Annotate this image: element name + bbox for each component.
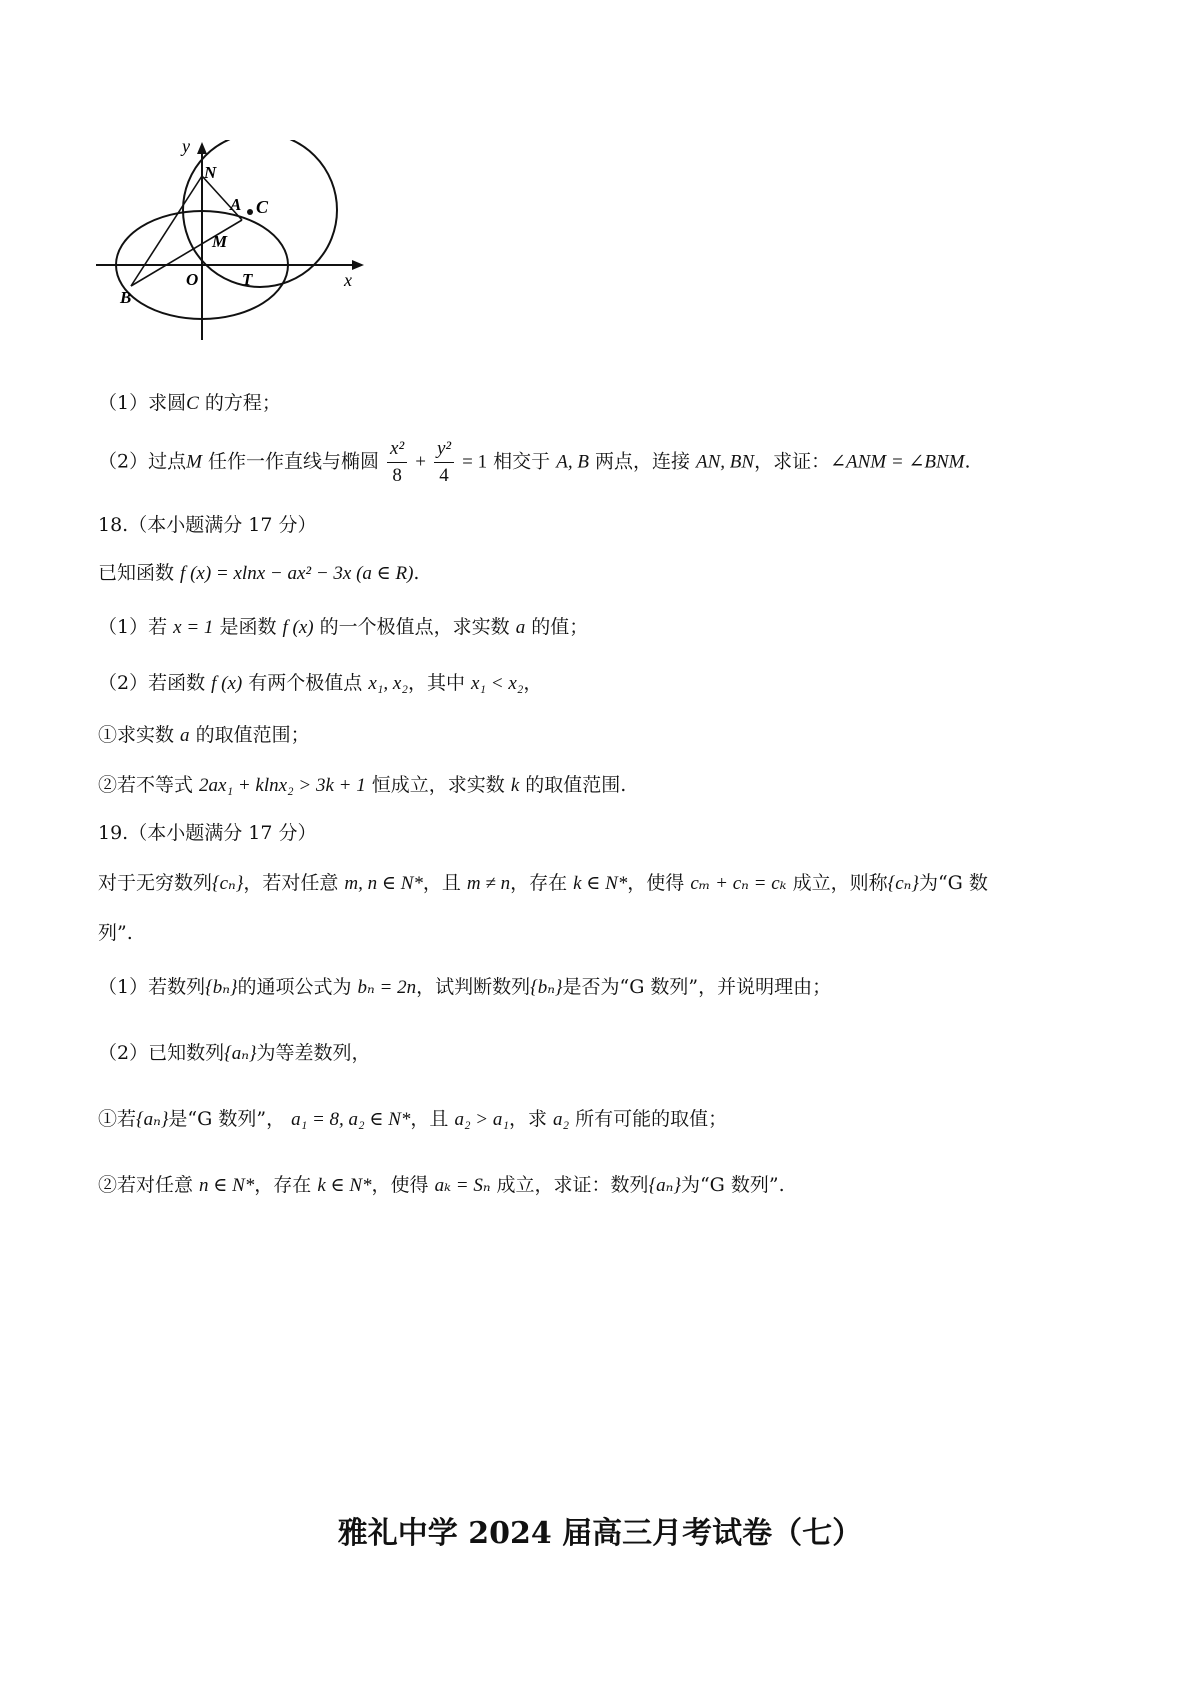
math-var: M [186, 451, 202, 473]
q17-part2 [98, 436, 971, 489]
q19-intro-cont: 列”. [98, 922, 133, 944]
text: ，存在 [254, 1174, 318, 1196]
text: ，试判断数列 [416, 976, 531, 998]
text: . [964, 450, 971, 473]
text: 的值； [525, 616, 589, 638]
q19-part1 [98, 972, 831, 1003]
label-x: x [344, 270, 352, 290]
text: 对于无穷数列 [98, 872, 213, 894]
math: a [180, 725, 190, 746]
label-o: O [186, 270, 199, 289]
math-points: A, B [556, 451, 589, 473]
math: 2ax₁ + klnx₂ > 3k + 1 [199, 775, 366, 796]
q18-part2 [98, 668, 542, 699]
math: {aₙ} [136, 1109, 169, 1130]
text: 的通项公式为 [237, 976, 358, 998]
geometry-diagram [96, 140, 406, 375]
math: x₁, x₂ [368, 673, 408, 694]
math: a₁ = 8, a₂ ∈ N* [291, 1109, 411, 1130]
text: ，且 [410, 1108, 455, 1130]
label-b: B [120, 288, 132, 307]
denominator: 8 [392, 465, 402, 486]
math: {cₙ} [887, 873, 919, 894]
math: {aₙ} [648, 1175, 681, 1196]
q18-part1 [98, 612, 588, 643]
text: ，且 [422, 872, 467, 894]
q19-part2 [98, 1038, 371, 1069]
text: ①求实数 [98, 724, 181, 746]
math: k ∈ N* [317, 1175, 372, 1196]
text: 两点，连接 [588, 450, 697, 473]
math: f (x) [282, 617, 314, 638]
text: 有两个极值点 [242, 672, 369, 694]
label-m: M [212, 232, 228, 251]
math: cₘ + cₙ = cₖ [690, 873, 787, 894]
math: k [510, 775, 520, 796]
exam-title: 雅礼中学 2024 届高三月考试卷（七） [337, 1516, 863, 1551]
text: （1）求圆 [98, 392, 187, 414]
text: ，若对任意 [243, 872, 345, 894]
math: f (x) [211, 673, 243, 694]
math-var: C [186, 393, 199, 414]
text: ②若不等式 [98, 774, 200, 796]
label-n: N [204, 163, 217, 182]
math: a [515, 617, 526, 638]
text: 是“G 数列”， [168, 1108, 292, 1130]
text: 的取值范围. [519, 774, 627, 796]
y-axis-arrow [197, 142, 207, 154]
math: m, n ∈ N* [344, 873, 423, 894]
text: 的一个极值点，求实数 [313, 616, 516, 638]
text: 任作一作直线与椭圆 [201, 450, 379, 473]
numerator: x² [387, 436, 407, 463]
label-y: y [182, 140, 190, 156]
math-lines: AN, BN [696, 451, 755, 473]
label-c: C [256, 197, 269, 217]
label-t: T [242, 270, 253, 289]
q17-part1 [98, 388, 281, 419]
denominator: 4 [439, 465, 449, 486]
math-angles: ∠ANM = ∠BNM [830, 451, 965, 473]
center-c-dot [247, 209, 253, 215]
text: （2）若函数 [98, 672, 212, 694]
numerator: y² [434, 436, 454, 463]
text: 为“G 数列”. [680, 1174, 785, 1196]
text: ，求证： [754, 450, 831, 473]
math: aₖ = Sₙ [434, 1175, 491, 1196]
q19-intro [98, 868, 988, 899]
text: （1）若数列 [98, 976, 206, 998]
math: a₂ > a₁ [454, 1109, 509, 1130]
text: 的方程； [198, 392, 281, 414]
math: a₂ [553, 1109, 570, 1130]
text: （2）过点 [98, 450, 187, 473]
math: m ≠ n [466, 873, 511, 894]
q18-header: 18.（本小题满分 17 分） [98, 514, 317, 536]
text: ，存在 [510, 872, 574, 894]
q18-sub2 [98, 770, 626, 801]
text: ，使得 [627, 872, 691, 894]
text: 已知函数 [98, 562, 181, 584]
q19-sub2 [98, 1170, 785, 1201]
math: bₙ = 2n [357, 977, 417, 998]
math: x = 1 [173, 617, 214, 638]
math: {bₙ} [530, 977, 563, 998]
text: 恒成立，求实数 [365, 774, 511, 796]
q19-sub1 [98, 1104, 727, 1135]
text: ，使得 [371, 1174, 435, 1196]
math: {cₙ} [212, 873, 244, 894]
text: 是函数 [213, 616, 283, 638]
text: 成立，则称 [786, 872, 888, 894]
q19-header: 19.（本小题满分 17 分） [98, 822, 317, 844]
text: 的取值范围； [189, 724, 310, 746]
label-a: A [230, 195, 242, 214]
text: 为等差数列， [256, 1042, 371, 1064]
text: （2）已知数列 [98, 1042, 225, 1064]
q18-sub1 [98, 720, 310, 751]
text: . [413, 562, 420, 584]
text: 相交于 [487, 450, 557, 473]
q18-intro [98, 558, 419, 589]
text: ，求 [508, 1108, 554, 1130]
fraction-y2-4 [434, 436, 454, 489]
math: {bₙ} [205, 977, 238, 998]
text: 所有可能的取值； [569, 1108, 728, 1130]
text: 成立，求证：数列 [490, 1174, 649, 1196]
equals-one: = 1 [462, 451, 488, 473]
text: ，其中 [407, 672, 471, 694]
text: （1）若 [98, 616, 174, 638]
math: {aₙ} [224, 1043, 257, 1064]
text: ②若对任意 [98, 1174, 200, 1196]
math: n ∈ N* [199, 1175, 255, 1196]
text: 是否为“G 数列”，并说明理由； [562, 976, 832, 998]
text: ， [523, 672, 543, 694]
math: k ∈ N* [573, 873, 628, 894]
x-axis-arrow [352, 260, 364, 270]
text: 为“G 数 [918, 872, 988, 894]
fraction-x2-8 [387, 436, 407, 489]
math-function: f (x) = xlnx − ax² − 3x (a ∈ R) [180, 563, 414, 584]
plus-sign: + [415, 451, 426, 473]
text: ①若 [98, 1108, 137, 1130]
math: x₁ < x₂ [470, 673, 524, 694]
